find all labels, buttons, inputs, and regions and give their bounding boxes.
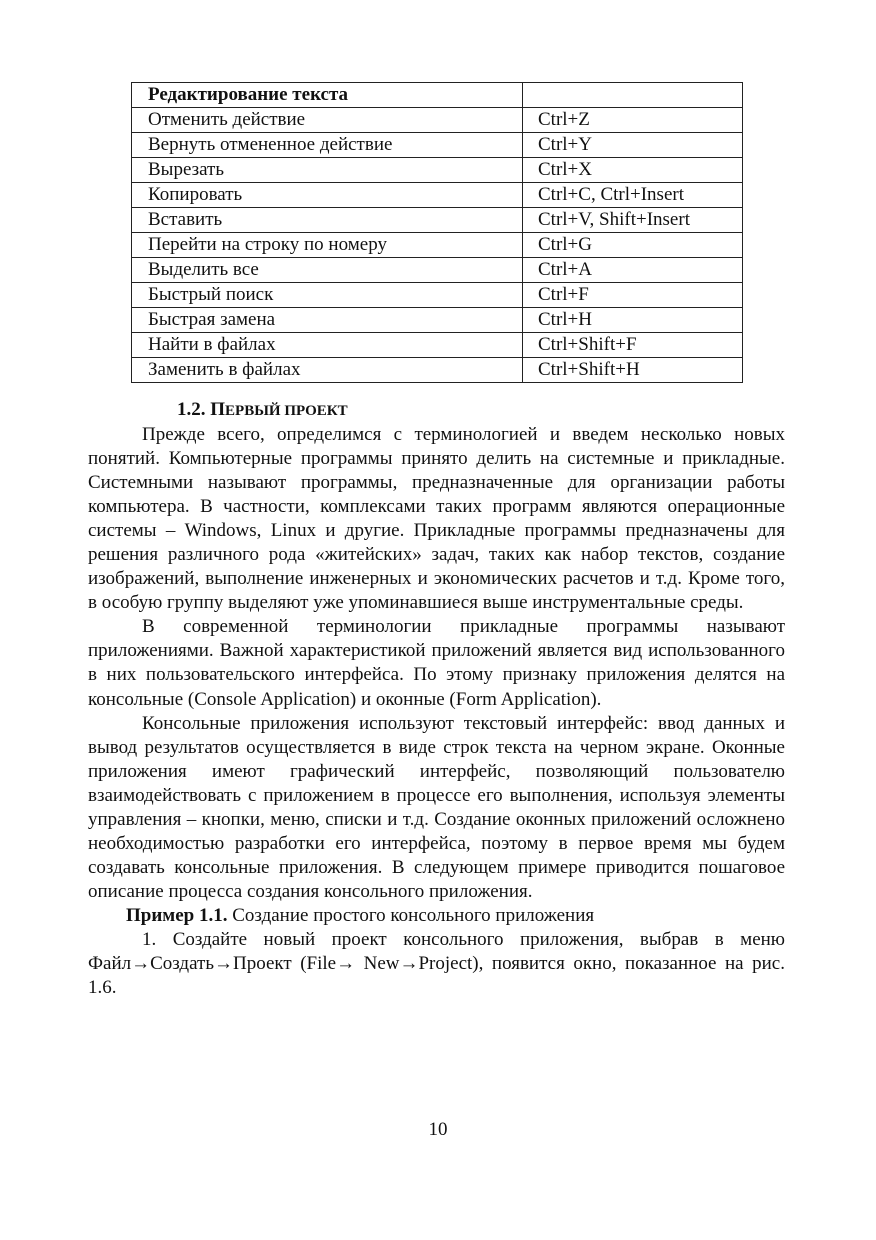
table-row — [132, 333, 743, 358]
action-cell: Выделить все — [132, 258, 523, 283]
table-row — [132, 358, 743, 383]
shortcut-cell: Ctrl+A — [523, 258, 743, 283]
table-row — [132, 208, 743, 233]
body-text — [88, 423, 785, 1000]
paragraph: В современной терминологии прикладные программы называют приложениями. Важной характеристикой приложений является вид использованного в них пользовательского интерфейса. По этому признаку приложения делятся на консольные (Console Application) и оконные (Form Application). — [88, 616, 785, 710]
shortcut-cell: Ctrl+F — [523, 283, 743, 308]
action-cell: Найти в файлах — [132, 333, 523, 358]
shortcut-cell: Ctrl+Shift+H — [523, 358, 743, 383]
section-heading — [177, 397, 348, 424]
table-row — [132, 108, 743, 133]
shortcut-cell: Ctrl+C, Ctrl+Insert — [523, 183, 743, 208]
example-title: Создание простого консольного приложения — [227, 904, 595, 926]
page-number: 10 — [428, 1119, 448, 1140]
table-row — [132, 233, 743, 258]
paragraph: Прежде всего, определимся с терминологией и введем несколько новых понятий. Компьютерные программы принято делить на системные и прикладные. Системными называют программы, предназначенные для организации работы компьютера. В частности, комплексами таких программ являются операционные системы – Windows, Linux и другие. Прикладные программы предназначены для решения различного рода «житейских» задач, таких как набор текстов, создание изображений, выполнение инженерных и экономических расчетов и т.д. Кроме того, в особую группу выделяют уже упоминавшиеся выше инструментальные среды. — [88, 424, 785, 614]
action-cell: Вырезать — [132, 158, 523, 183]
table-header-cell: Редактирование текста — [132, 83, 523, 108]
shortcut-cell: Ctrl+Z — [523, 108, 743, 133]
example-label: Пример 1.1. — [126, 904, 228, 926]
paragraph: Консольные приложения используют текстовый интерфейс: ввод данных и вывод результатов осуществляется в виде строк текста на черном экране. Оконные приложения имеют графический интерфейс, позволяющий пользователю взаимодействовать с приложением в процессе его выполнения, используя элементы управления – кнопки, меню, списки и т.д. Создание оконных приложений осложнено необходимостью разработки его интерфейса, поэтому в первое время мы будем создавать консольные приложения. В следующем примере приводится пошаговое описание процесса создания консольного приложения. — [88, 712, 785, 902]
action-cell: Перейти на строку по номеру — [132, 233, 523, 258]
shortcut-cell: Ctrl+Shift+F — [523, 333, 743, 358]
action-cell: Быстрый поиск — [132, 283, 523, 308]
shortcut-cell: Ctrl+Y — [523, 133, 743, 158]
table-row — [132, 308, 743, 333]
table-row — [132, 258, 743, 283]
table-row — [132, 133, 743, 158]
step-paragraph: 1. Создайте новый проект консольного приложения, выбрав в меню Файл→Создать→Проект (File→ New→Project), появится окно, показанное на рис. 1.6. — [88, 928, 785, 999]
shortcuts-table — [131, 82, 743, 383]
section-title-initial: П — [210, 399, 226, 420]
table-header-row — [132, 83, 743, 108]
action-cell: Отменить действие — [132, 108, 523, 133]
example-caption — [88, 904, 785, 928]
action-cell: Вернуть отмененное действие — [132, 133, 523, 158]
shortcut-cell: Ctrl+V, Shift+Insert — [523, 208, 743, 233]
action-cell: Заменить в файлах — [132, 358, 523, 383]
section-title-rest: ЕРВЫЙ ПРОЕКТ — [225, 403, 348, 419]
table-header-cell — [523, 83, 743, 108]
action-cell: Быстрая замена — [132, 308, 523, 333]
action-cell: Вставить — [132, 208, 523, 233]
action-cell: Копировать — [132, 183, 523, 208]
table-row — [132, 283, 743, 308]
section-number: 1.2. — [177, 399, 206, 420]
shortcut-cell: Ctrl+G — [523, 233, 743, 258]
shortcut-cell: Ctrl+H — [523, 308, 743, 333]
shortcut-cell: Ctrl+X — [523, 158, 743, 183]
table-row — [132, 158, 743, 183]
table-row — [132, 183, 743, 208]
